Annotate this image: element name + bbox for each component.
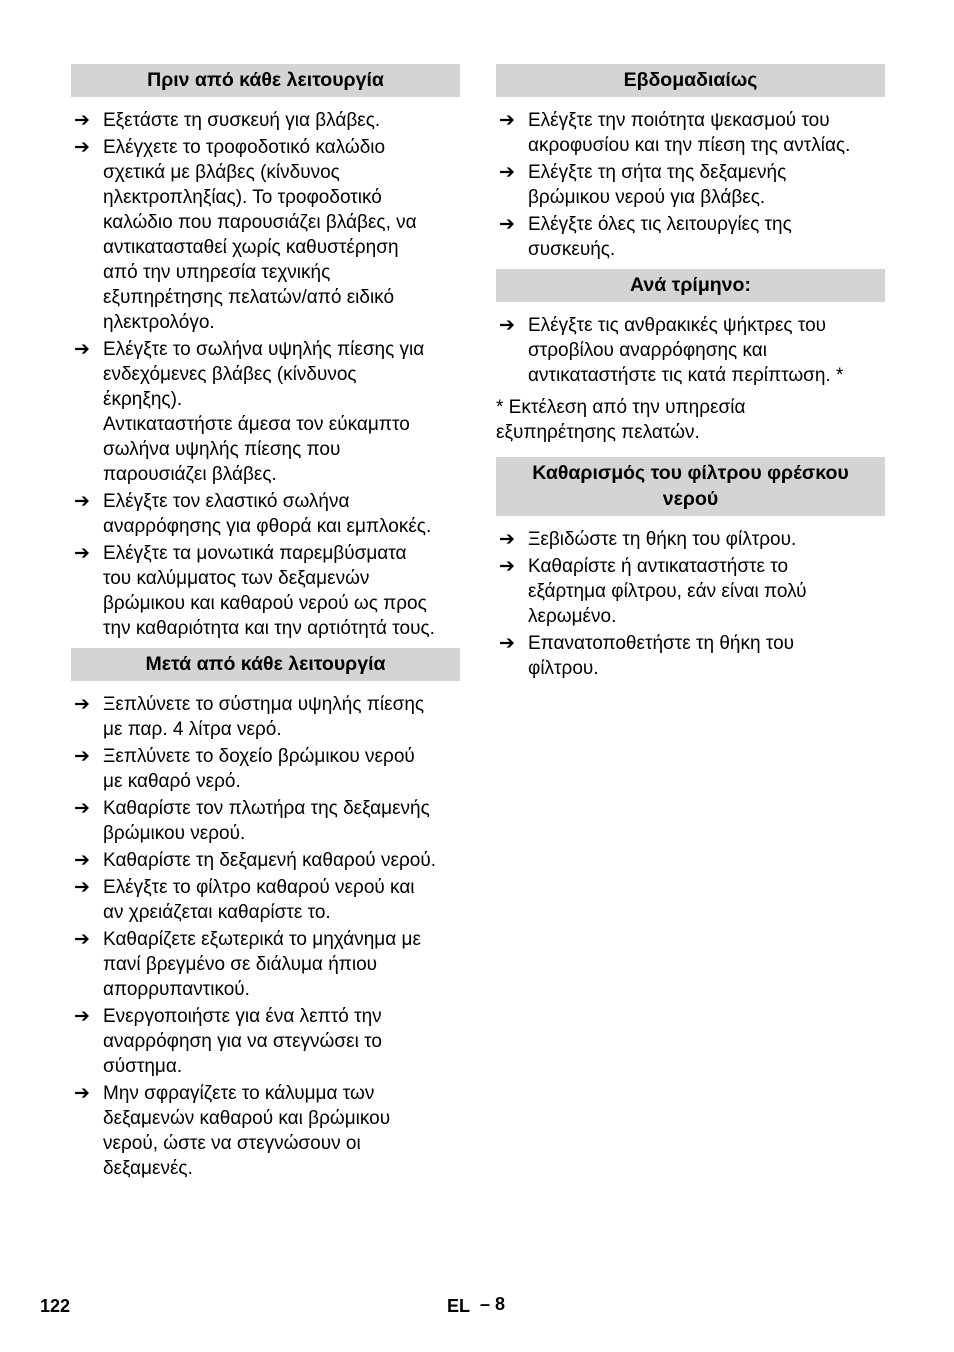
list-item: ➔ Ελέγξτε τη σήτα της δεξαμενής βρώμικου νερού για βλάβες. [499, 162, 787, 208]
language-code: EL [447, 1296, 471, 1316]
weekly-list [496, 108, 885, 262]
list-item: ➔ Καθαρίστε τη δεξαμενή καθαρού νερού. [74, 850, 436, 871]
after-operation-list [71, 692, 460, 1181]
list-item: ➔ Καθαρίστε τον πλωτήρα της δεξαμενής βρώμικου νερού. [74, 798, 430, 844]
section-heading-fresh-water-filter: Καθαρισμός του φίλτρου φρέσκου νερού [496, 457, 885, 516]
section-heading-weekly: Εβδομαδιαίως [496, 64, 885, 97]
arrow-right-icon: ➔ [74, 1006, 90, 1027]
fresh-water-filter-list [496, 527, 885, 681]
arrow-right-icon: ➔ [499, 556, 515, 577]
before-operation-list [71, 108, 460, 641]
arrow-right-icon: ➔ [74, 110, 90, 131]
arrow-right-icon: ➔ [74, 850, 90, 871]
section-page-label [480, 1294, 505, 1315]
arrow-right-icon: ➔ [74, 491, 90, 512]
arrow-right-icon: ➔ [499, 110, 515, 131]
list-item: ➔ Ελέγξτε την ποιότητα ψεκασμού του ακροφυσίου και την πίεση της αντλίας. [499, 110, 851, 156]
list-item: ➔ Ελέγξτε τις ανθρακικές ψήκτρες του στροβίλου αναρρόφησης και αντικαταστήστε τις κατά περίπτωση. * [499, 315, 844, 386]
arrow-right-icon: ➔ [74, 746, 90, 767]
arrow-right-icon: ➔ [499, 633, 515, 654]
list-item: ➔ Μην σφραγίζετε το κάλυμμα των δεξαμενών καθαρού και βρώμικου νερού, ώστε να στεγνώσουν οι δεξαμενές. [74, 1083, 391, 1179]
list-item: ➔ Καθαρίστε ή αντικαταστήστε το εξάρτημα φίλτρου, εάν είναι πολύ λερωμένο. [499, 556, 807, 627]
left-column [71, 64, 460, 1188]
list-item: ➔ Ελέγξτε το φίλτρο καθαρού νερού και αν χρειάζεται καθαρίστε το. [74, 877, 415, 923]
arrow-right-icon: ➔ [74, 694, 90, 715]
section-heading-quarterly: Ανά τρίμηνο: [496, 269, 885, 302]
list-item: ➔ Ελέγξτε όλες τις λειτουργίες της συσκευής. [499, 214, 792, 260]
list-item: ➔ Ξεβιδώστε τη θήκη του φίλτρου. [499, 529, 797, 550]
list-item: ➔ Καθαρίζετε εξωτερικά το μηχάνημα με πανί βρεγμένο σε διάλυμα ήπιου απορρυπαντικού. [74, 929, 421, 1000]
list-item: ➔ Ελέγχετε το τροφοδοτικό καλώδιο σχετικά με βλάβες (κίνδυνος ηλεκτροπληξίας). Το τροφοδοτικό καλώδιο που παρουσιάζει βλάβες, να αντικατασταθεί χωρίς καθυστέρηση από την υπηρεσία τεχνικής εξυπηρέτησης πελατών/από ειδικό ηλεκτρολόγο. [74, 137, 417, 333]
quarterly-list [496, 313, 885, 388]
list-item: ➔ Ελέγξτε τον ελαστικό σωλήνα αναρρόφησης για φθορά και εμπλοκές. [74, 491, 432, 537]
arrow-right-icon: ➔ [74, 798, 90, 819]
list-item: ➔ Ελέγξτε το σωλήνα υψηλής πίεσης για ενδεχόμενες βλάβες (κίνδυνος έκρηξης). Αντικαταστήστε άμεσα τον εύκαμπτο σωλήνα υψηλής πίεσης που παρουσιάζει βλάβες. [74, 339, 425, 485]
section-heading-before-operation: Πριν από κάθε λειτουργία [71, 64, 460, 97]
list-item: ➔ Ξεπλύνετε το σύστημα υψηλής πίεσης με παρ. 4 λίτρα νερό. [74, 694, 425, 740]
section-heading-after-operation: Μετά από κάθε λειτουργία [71, 648, 460, 681]
arrow-right-icon: ➔ [74, 137, 90, 158]
list-item: ➔ Εξετάστε τη συσκευή για βλάβες. [74, 110, 381, 131]
arrow-right-icon: ➔ [74, 1083, 90, 1104]
arrow-right-icon: ➔ [499, 315, 515, 336]
right-column [496, 64, 885, 688]
section-page-number: 8 [495, 1294, 506, 1314]
arrow-right-icon: ➔ [499, 162, 515, 183]
arrow-right-icon: ➔ [499, 529, 515, 550]
list-item: ➔ Ξεπλύνετε το δοχείο βρώμικου νερού με καθαρό νερό. [74, 746, 415, 792]
arrow-right-icon: ➔ [74, 929, 90, 950]
service-note: * Εκτέλεση από την υπηρεσία εξυπηρέτησης πελατών. [496, 397, 746, 443]
list-item: ➔ Επανατοποθετήστε τη θήκη του φίλτρου. [499, 633, 795, 679]
list-item: ➔ Ενεργοποιήστε για ένα λεπτό την αναρρόφηση για να στεγνώσει το σύστημα. [74, 1006, 382, 1077]
arrow-right-icon: ➔ [499, 214, 515, 235]
arrow-right-icon: ➔ [74, 877, 90, 898]
arrow-right-icon: ➔ [74, 339, 90, 360]
footer-dash: – [480, 1294, 491, 1314]
arrow-right-icon: ➔ [74, 543, 90, 564]
page-number: 122 [40, 1296, 71, 1316]
list-item: ➔ Ελέγξτε τα μονωτικά παρεμβύσματα του καλύμματος των δεξαμενών βρώμικου και καθαρού νερού ως προς την καθαριότητα και την αρτιότητά τους. [74, 543, 435, 639]
